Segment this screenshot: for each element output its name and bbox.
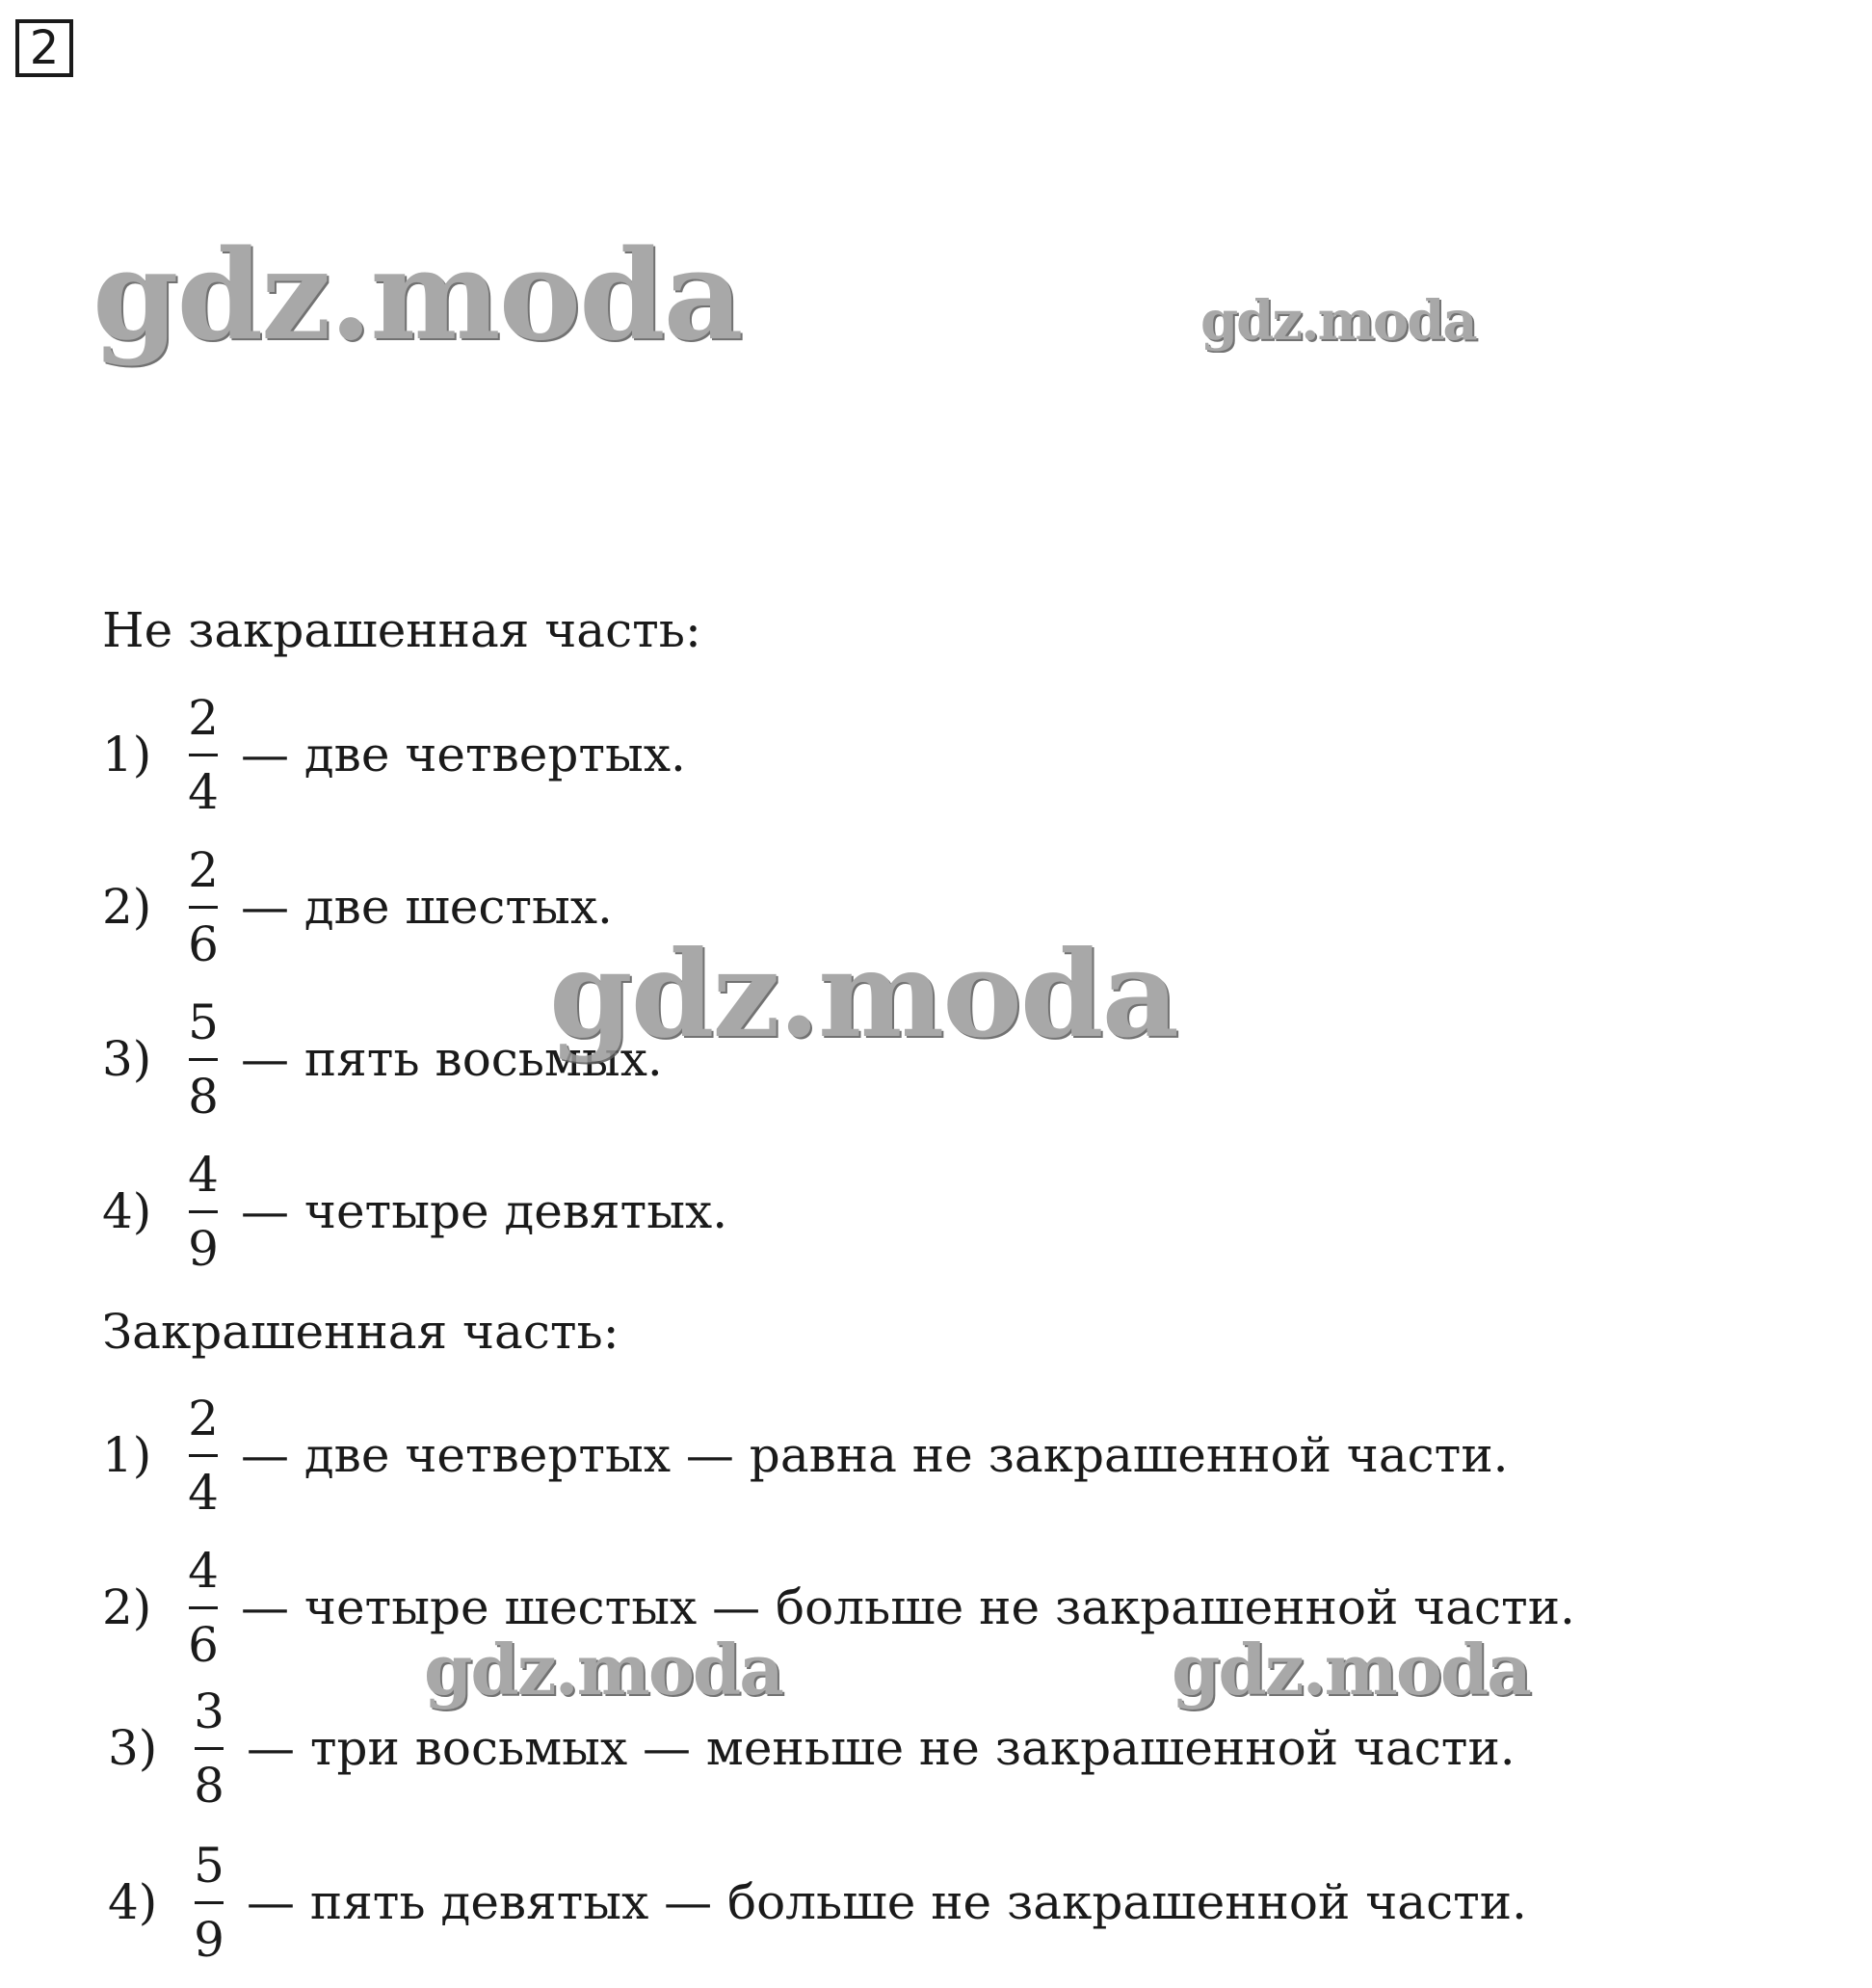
fraction-bar [195,1901,224,1904]
fraction-bar [189,1210,218,1213]
item-text: — четыре шестых — больше не закрашенной части. [241,1579,1575,1635]
item-number: 1) [102,727,152,782]
fraction [177,994,229,1125]
item-text: — пять восьмых. [241,1031,663,1087]
fraction [177,841,229,972]
numerator: 2 [188,841,219,898]
numerator: 3 [194,1683,224,1739]
denominator: 4 [188,1464,219,1521]
numerator: 5 [194,1837,224,1894]
fraction [177,1542,229,1673]
numerator: 2 [188,1390,219,1446]
watermark-logo: gdz.moda [424,1629,782,1710]
numerator: 4 [188,1146,219,1203]
watermark-logo: gdz.moda [1172,1629,1530,1710]
item-number: 3) [102,1031,152,1087]
item-text: — четыре девятых. [241,1183,728,1239]
denominator: 4 [188,763,219,820]
unshaded-heading: Не закрашенная часть: [102,602,701,658]
shaded-item-1 [102,1388,1509,1523]
numerator: 2 [188,689,219,746]
fraction [177,1146,229,1277]
watermark-logo: gdz.moda [92,224,742,368]
shaded-heading: Закрашенная часть: [102,1304,620,1360]
fraction [183,1837,235,1968]
item-text: — две шестых. [241,879,613,935]
watermark-logo: gdz.moda [1200,289,1476,353]
item-number: 2) [102,1579,152,1635]
fraction-bar [189,1454,218,1457]
fraction-bar [189,1606,218,1609]
denominator: 8 [194,1757,224,1814]
denominator: 9 [188,1220,219,1277]
fraction [177,689,229,820]
denominator: 6 [188,1616,219,1673]
item-number: 1) [102,1427,152,1483]
fraction-bar [189,906,218,909]
unshaded-item-4 [102,1144,727,1279]
fraction-bar [189,1058,218,1061]
unshaded-item-2 [102,839,613,974]
item-text: — две четвертых. [241,727,686,782]
fraction [177,1390,229,1521]
item-text: — пять девятых — больше не закрашенной части. [247,1874,1527,1930]
watermark-logo: gdz.moda [549,925,1177,1065]
fraction-bar [189,754,218,756]
item-number: 2) [102,879,152,935]
denominator: 8 [188,1068,219,1125]
shaded-item-4 [108,1835,1527,1970]
numerator: 5 [188,994,219,1050]
denominator: 9 [194,1911,224,1968]
item-number: 3) [108,1720,158,1776]
fraction-bar [195,1747,224,1750]
item-number: 4) [108,1874,158,1930]
task-number: 2 [15,19,73,77]
item-text: — три восьмых — меньше не закрашенной части. [247,1720,1516,1776]
fraction [183,1683,235,1814]
item-text: — две четвертых — равна не закрашенной части. [241,1427,1509,1483]
numerator: 4 [188,1542,219,1599]
item-number: 4) [102,1183,152,1239]
unshaded-item-1 [102,687,686,822]
denominator: 6 [188,915,219,972]
